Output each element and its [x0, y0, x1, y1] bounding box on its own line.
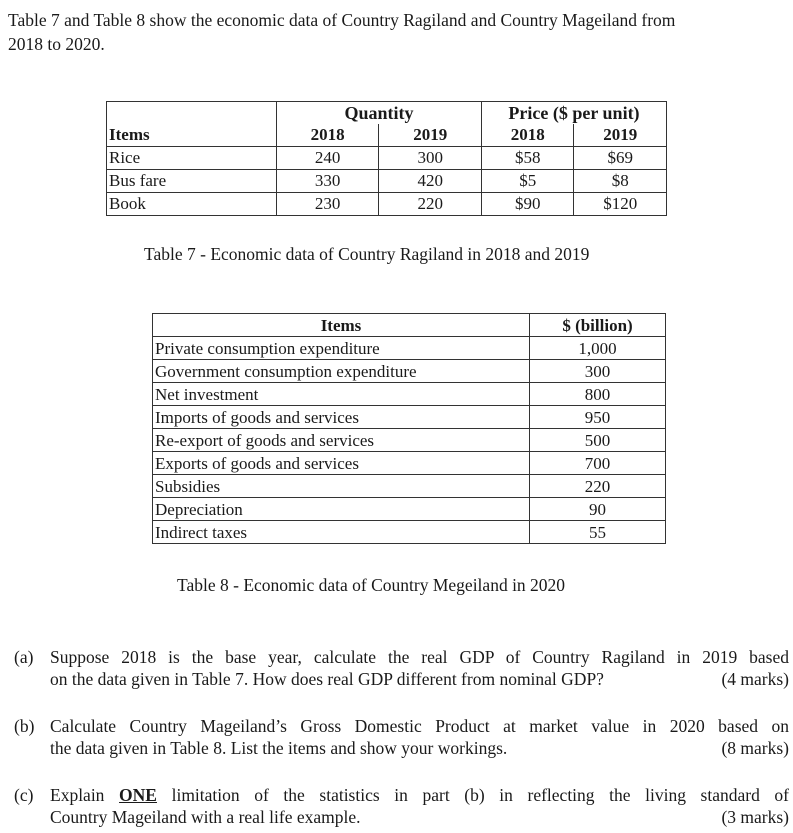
- question-b-line-2: the data given in Table 8. List the items and show your workings.: [50, 738, 508, 758]
- table-row: [107, 170, 667, 193]
- table7-year-header: 2018: [482, 124, 574, 147]
- table7-year-header: 2019: [379, 124, 482, 147]
- table7-value-cell: 300: [379, 147, 482, 170]
- table7-value-cell: 420: [379, 170, 482, 193]
- question-b-marks: (8 marks): [721, 738, 789, 758]
- table8-value-cell: 800: [530, 383, 666, 406]
- question-c-emphasis-one: ONE: [119, 785, 157, 805]
- table8-item-cell: Net investment: [153, 383, 530, 406]
- question-a-marks: (4 marks): [721, 669, 789, 689]
- table8-value-cell: 1,000: [530, 337, 666, 360]
- table7-item-cell: Bus fare: [107, 170, 277, 193]
- question-c: [14, 784, 789, 828]
- question-c-marks: (3 marks): [721, 807, 789, 827]
- table7-item-cell: Book: [107, 193, 277, 216]
- table-row: [153, 521, 666, 544]
- table8-value-cell: 220: [530, 475, 666, 498]
- table7-value-cell: 240: [276, 147, 379, 170]
- table-7: [106, 101, 667, 216]
- table-8: [152, 313, 666, 544]
- intro-paragraph: [8, 8, 783, 56]
- question-c-label: (c): [14, 785, 34, 805]
- question-c-line-1: [50, 784, 789, 806]
- table-row: [153, 475, 666, 498]
- table8-value-cell: 90: [530, 498, 666, 521]
- table7-quantity-header: Quantity: [276, 102, 481, 125]
- question-c-line-2: Country Mageiland with a real life example.: [50, 807, 361, 827]
- table8-value-cell: 55: [530, 521, 666, 544]
- table8-item-cell: Exports of goods and services: [153, 452, 530, 475]
- table-row: [107, 147, 667, 170]
- table-row: [153, 452, 666, 475]
- table7-value-cell: $120: [574, 193, 667, 216]
- question-b-line-1: Calculate Country Mageiland’s Gross Domestic Product at market value in 2020 based on: [50, 716, 789, 736]
- table7-value-cell: 220: [379, 193, 482, 216]
- table7-value-cell: $90: [482, 193, 574, 216]
- table7-year-header: 2019: [574, 124, 667, 147]
- table7-caption: Table 7 - Economic data of Country Ragiland in 2018 and 2019: [144, 244, 590, 264]
- table7-item-cell: Rice: [107, 147, 277, 170]
- table8-item-cell: Re-export of goods and services: [153, 429, 530, 452]
- table7-value-cell: 230: [276, 193, 379, 216]
- table7-value-cell: $58: [482, 147, 574, 170]
- table7-price-header: Price ($ per unit): [482, 102, 667, 125]
- table7-items-header: Items: [107, 124, 277, 147]
- table8-item-cell: Private consumption expenditure: [153, 337, 530, 360]
- table-row: [153, 498, 666, 521]
- table8-items-header: Items: [153, 314, 530, 337]
- table8-item-cell: Indirect taxes: [153, 521, 530, 544]
- table7-year-header: 2018: [276, 124, 379, 147]
- table-row: [153, 406, 666, 429]
- table7-value-cell: 330: [276, 170, 379, 193]
- table-row: [153, 337, 666, 360]
- table-row: [153, 383, 666, 406]
- table8-value-cell: 500: [530, 429, 666, 452]
- intro-line-1: Table 7 and Table 8 show the economic data of Country Ragiland and Country Mageiland from: [8, 10, 676, 30]
- table8-value-cell: 300: [530, 360, 666, 383]
- question-a-line-2: on the data given in Table 7. How does real GDP different from nominal GDP?: [50, 669, 604, 689]
- question-c-line-1-rest: limitation of the statistics in part (b) in reflecting the living standard of: [171, 785, 790, 805]
- question-a: [14, 646, 789, 690]
- table8-value-cell: 700: [530, 452, 666, 475]
- table8-caption: Table 8 - Economic data of Country Megeiland in 2020: [177, 575, 566, 595]
- table7-value-cell: $5: [482, 170, 574, 193]
- table8-item-cell: Subsidies: [153, 475, 530, 498]
- table7-corner: [107, 102, 277, 125]
- table8-value-cell: 950: [530, 406, 666, 429]
- table-row: [153, 429, 666, 452]
- table-row: [153, 360, 666, 383]
- table8-item-cell: Imports of goods and services: [153, 406, 530, 429]
- table7-value-cell: $69: [574, 147, 667, 170]
- question-a-line-1: Suppose 2018 is the base year, calculate the real GDP of Country Ragiland in 2019 based: [50, 647, 789, 667]
- question-c-word-explain: Explain: [50, 785, 105, 805]
- table8-value-header: $ (billion): [530, 314, 666, 337]
- table8-item-cell: Depreciation: [153, 498, 530, 521]
- question-b-label: (b): [14, 716, 35, 736]
- intro-line-2: 2018 to 2020.: [8, 34, 105, 54]
- table7-value-cell: $8: [574, 170, 667, 193]
- table8-item-cell: Government consumption expenditure: [153, 360, 530, 383]
- table-row: [107, 193, 667, 216]
- question-b: [14, 715, 789, 759]
- question-a-label: (a): [14, 647, 34, 667]
